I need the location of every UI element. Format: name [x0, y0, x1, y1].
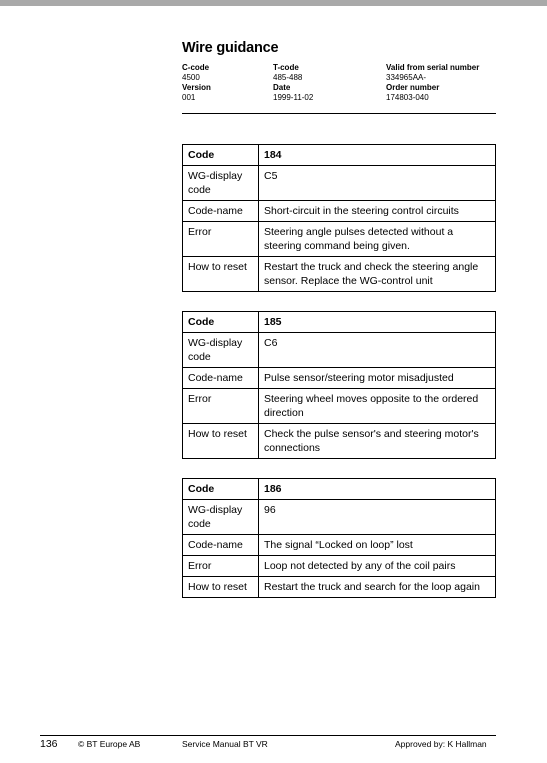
serial-label: Valid from serial number [386, 63, 480, 72]
code-table-186 [182, 478, 496, 598]
table-row [183, 556, 496, 577]
page-number: 136 [40, 738, 58, 750]
meta-column-2 [273, 63, 313, 103]
row-value: The signal “Locked on loop” lost [259, 535, 496, 556]
row-value: Short-circuit in the steering control circuits [259, 201, 496, 222]
row-value: C5 [259, 166, 496, 201]
row-key: Error [183, 222, 259, 257]
row-value: Check the pulse sensor's and steering motor's connections [259, 424, 496, 459]
order-number-label: Order number [386, 83, 440, 92]
copyright-text: © BT Europe AB [78, 739, 141, 749]
table-row [183, 222, 496, 257]
table-row [183, 389, 496, 424]
row-key: Error [183, 389, 259, 424]
version-label: Version [182, 83, 211, 92]
row-value: Steering angle pulses detected without a steering command being given. [259, 222, 496, 257]
table-row [183, 479, 496, 500]
row-value: Pulse sensor/steering motor misadjusted [259, 368, 496, 389]
table-row [183, 257, 496, 292]
row-key: How to reset [183, 257, 259, 292]
row-value: 186 [259, 479, 496, 500]
table-row [183, 500, 496, 535]
table-row [183, 535, 496, 556]
code-table-184 [182, 144, 496, 292]
c-code-value: 4500 [182, 73, 200, 82]
meta-column-3 [386, 63, 479, 103]
table-row [183, 333, 496, 368]
date-value: 1999-11-02 [273, 93, 314, 102]
table-row [183, 201, 496, 222]
footer-divider [40, 735, 496, 736]
row-key: WG-display code [183, 500, 259, 535]
row-key: Code [183, 312, 259, 333]
t-code-value: 485-488 [273, 73, 303, 82]
row-key: Error [183, 556, 259, 577]
table-row [183, 145, 496, 166]
c-code-label: C-code [182, 63, 210, 72]
table-row [183, 312, 496, 333]
row-value: 185 [259, 312, 496, 333]
table-row [183, 424, 496, 459]
table-row [183, 166, 496, 201]
t-code-label: T-code [273, 63, 299, 72]
date-label: Date [273, 83, 291, 92]
page-title: Wire guidance [182, 40, 279, 56]
row-value: 184 [259, 145, 496, 166]
header-divider [182, 113, 496, 114]
row-key: Code [183, 479, 259, 500]
row-key: How to reset [183, 577, 259, 598]
row-value: Steering wheel moves opposite to the ordered direction [259, 389, 496, 424]
row-value: Restart the truck and search for the loop again [259, 577, 496, 598]
order-number-value: 174803-040 [386, 93, 429, 102]
row-key: Code-name [183, 201, 259, 222]
serial-value: 334965AA- [386, 73, 427, 82]
row-key: WG-display code [183, 333, 259, 368]
row-value: 96 [259, 500, 496, 535]
table-row [183, 577, 496, 598]
top-gray-bar [0, 0, 547, 6]
row-key: Code-name [183, 368, 259, 389]
row-value: C6 [259, 333, 496, 368]
approved-by: Approved by: K Hallman [395, 739, 487, 749]
row-key: How to reset [183, 424, 259, 459]
manual-name: Service Manual BT VR [182, 739, 268, 749]
table-row [183, 368, 496, 389]
version-value: 001 [182, 93, 196, 102]
row-value: Loop not detected by any of the coil pairs [259, 556, 496, 577]
row-key: WG-display code [183, 166, 259, 201]
meta-column-1 [182, 63, 211, 103]
code-table-185 [182, 311, 496, 459]
row-key: Code [183, 145, 259, 166]
row-value: Restart the truck and check the steering angle sensor. Replace the WG-control unit [259, 257, 496, 292]
row-key: Code-name [183, 535, 259, 556]
